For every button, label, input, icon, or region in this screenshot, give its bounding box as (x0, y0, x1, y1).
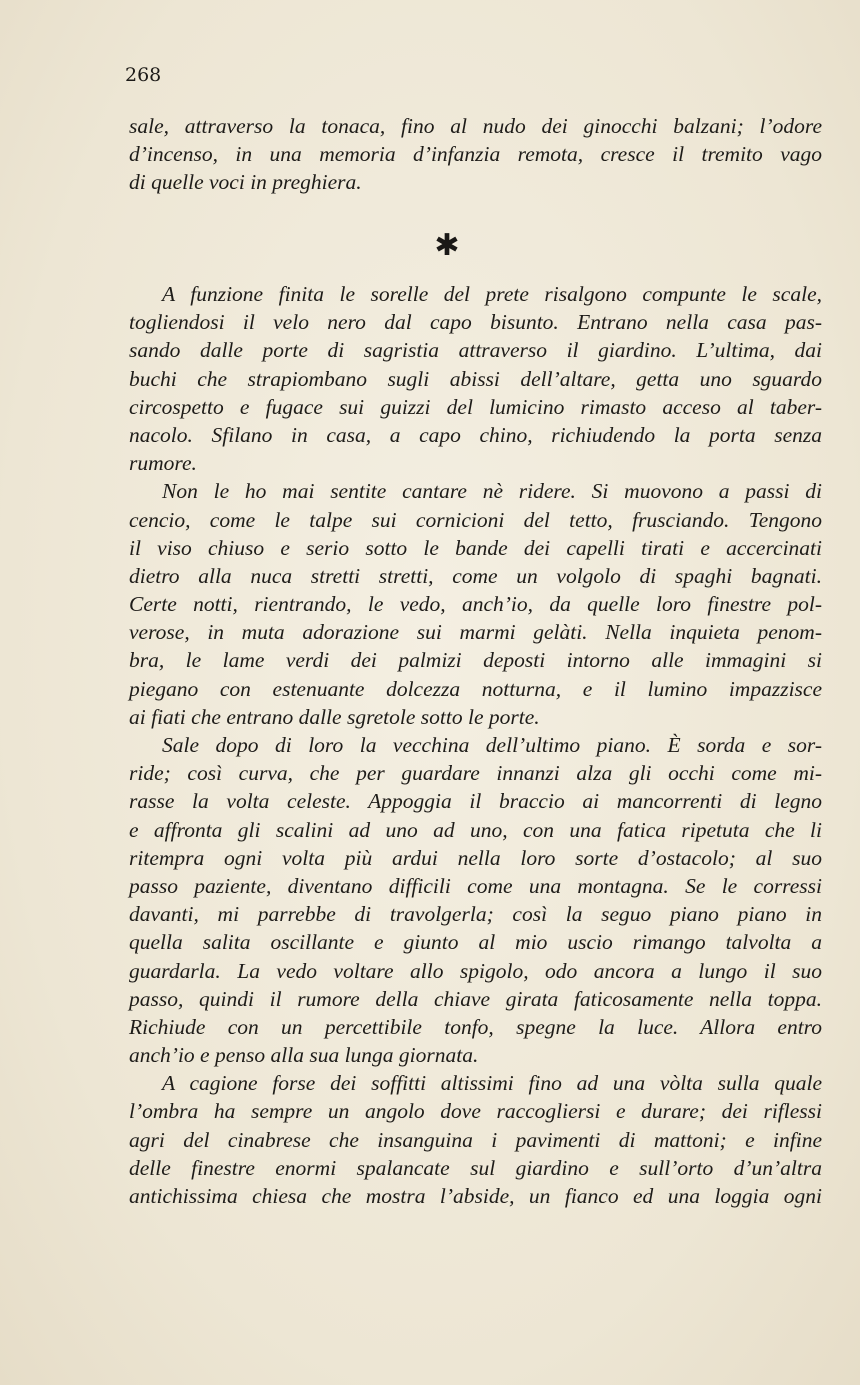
text-line: ritempra ogni volta più ardui nella loro sorte d’ostacolo; al suo (129, 845, 822, 870)
text-line: passo, quindi il rumore della chiave girata faticosamente nella toppa. (129, 986, 822, 1011)
text-line: guardarla. La vedo voltare allo spigolo, odo ancora a lungo il suo (129, 958, 822, 983)
intro-paragraph (129, 112, 822, 197)
section-separator-asterisk: ✱ (434, 228, 460, 263)
paragraph-2 (129, 477, 822, 731)
text-line: delle finestre enormi spalancate sul giardino e sull’orto d’un’altra (129, 1155, 822, 1180)
text-line: A cagione forse dei soffitti altissimi fino ad una vòlta sulla quale (162, 1071, 822, 1096)
paragraph-3 (129, 731, 822, 1069)
text-line: antichissima chiesa che mostra l’abside, un fianco ed una loggia ogni (129, 1184, 822, 1208)
text-line: dietro alla nuca stretti stretti, come un volgolo di spaghi bagnati. (129, 563, 822, 588)
text-line: agri del cinabrese che insanguina i pavimenti di mattoni; e infine (129, 1127, 822, 1152)
paragraph-1 (129, 280, 822, 477)
text-line: ride; così curva, che per guardare innanzi alza gli occhi come mi- (129, 761, 822, 786)
page-number: 268 (125, 64, 162, 86)
text-line: d’incenso, in una memoria d’infanzia remota, cresce il tremito vago (129, 142, 822, 167)
text-line: davanti, mi parrebbe di travolgerla; così la seguo piano piano in (129, 902, 822, 927)
text-line: circospetto e fugace sui guizzi del lumicino rimasto acceso al taber- (129, 394, 822, 419)
main-text (129, 280, 822, 1210)
text-line: nacolo. Sfilano in casa, a capo chino, richiudendo la porta senza (129, 422, 822, 447)
text-line: Certe notti, rientrando, le vedo, anch’io, da quelle loro finestre pol- (129, 592, 822, 617)
text-line: Non le ho mai sentite cantare nè ridere. Si muovono a passi di (162, 479, 822, 504)
text-line: verose, in muta adorazione sui marmi gelàti. Nella inquieta penom- (129, 620, 822, 645)
text-line: cencio, come le talpe sui cornicioni del tetto, frusciando. Tengono (129, 507, 822, 532)
text-line: rasse la volta celeste. Appoggia il braccio ai mancorrenti di legno (129, 789, 822, 814)
text-line: il viso chiuso e serio sotto le bande dei capelli tirati e accercinati (129, 535, 822, 560)
text-line: togliendosi il velo nero dal capo bisunto. Entrano nella casa pas- (129, 310, 822, 335)
text-line: bra, le lame verdi dei palmizi deposti intorno alle immagini si (129, 648, 822, 673)
text-line: sando dalle porte di sagristia attraverso il giardino. L’ultima, dai (129, 338, 822, 363)
text-line: l’ombra ha sempre un angolo dove raccogliersi e durare; dei riflessi (129, 1099, 822, 1124)
paragraph-4 (129, 1069, 822, 1210)
text-line: piegano con estenuante dolcezza notturna, e il lumino impazzisce (129, 676, 822, 701)
text-line: quella salita oscillante e giunto al mio uscio rimango talvolta a (129, 930, 822, 955)
text-line: Sale dopo di loro la vecchina dell’ultimo piano. È sorda e sor- (162, 733, 822, 757)
text-line: anch’io e penso alla sua lunga giornata. (129, 1043, 479, 1068)
text-line: A funzione finita le sorelle del prete risalgono compunte le scale, (162, 282, 822, 306)
text-line: di quelle voci in preghiera. (129, 170, 362, 195)
text-line: buchi che strapiombano sugli abissi dell’altare, getta uno sguardo (129, 366, 822, 391)
text-line: e affronta gli scalini ad uno ad uno, con una fatica ripetuta che li (129, 817, 822, 842)
text-line: Richiude con un percettibile tonfo, spegne la luce. Allora entro (129, 1014, 822, 1039)
text-line: sale, attraverso la tonaca, fino al nudo dei ginocchi balzani; l’odore (129, 114, 822, 138)
text-line: passo paziente, diventano difficili come una montagna. Se le corressi (129, 873, 822, 898)
text-line: rumore. (129, 451, 197, 476)
text-line: ai fiati che entrano dalle sgretole sotto le porte. (129, 704, 540, 729)
